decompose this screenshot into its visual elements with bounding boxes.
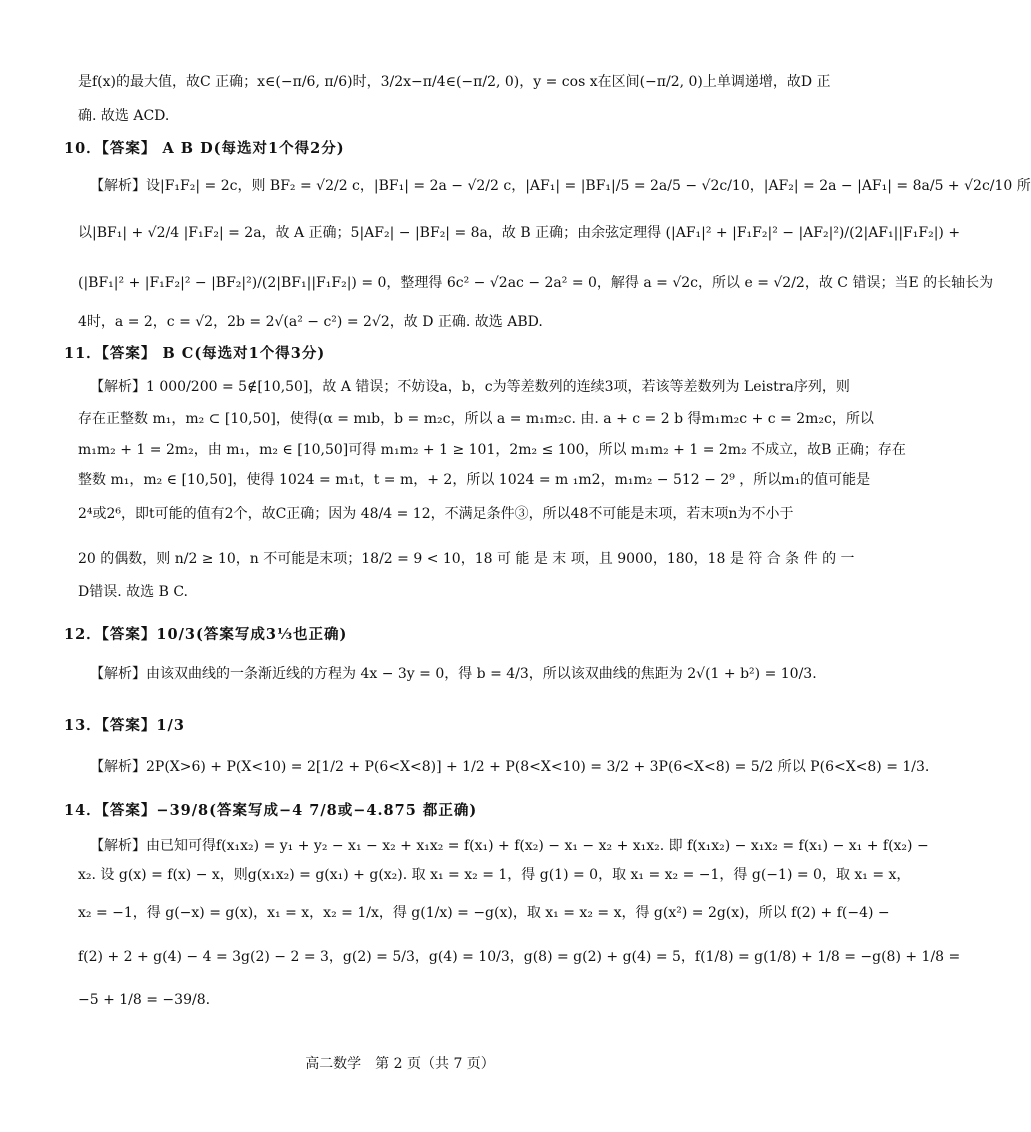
question-11-answer: 11．【答案】 B C(每选对1个得3分) [64,345,326,362]
text-line: 【解析】1 000/200 = 5∉[10,50]，故 A 错误；不妨设a，b，c为等差数列的连续3项，若该等差数列为 Leistra序列，则 [90,379,850,395]
text-line: 存在正整数 m₁，m₂ ⊂ [10,50]，使得(α = mıb，b = m₂c，所以 a = m₁m₂c. 由. a + c = 2 b 得m₁m₂c + c = 2m₂c，所以 [78,411,874,427]
text-line: 确. 故选 ACD. [78,108,170,124]
text-line: 【解析】设|F₁F₂| = 2c，则 BF₂ = √2/2 c，|BF₁| = 2a − √2/2 c，|AF₁| = |BF₁|/5 = 2a/5 − √2c/10，|AF₂| = 2a − |AF₁| = 8a/5 + √2c/10 所 [90,178,1031,194]
text-line: D错误. 故选 B C. [78,584,188,600]
question-10-answer: 10．【答案】 A B D(每选对1个得2分) [64,140,345,157]
text-line: 整数 m₁，m₂ ∈ [10,50]，使得 1024 = m₁t，t = m，+ 2，所以 1024 = m ₁m2，m₁m₂ − 512 − 2⁹ ，所以m₁的值可能是 [78,472,871,488]
text-line: 是f(x)的最大值，故C 正确；x∈(−π/6, π/6)时，3/2x−π/4∈(−π/2, 0)，y = cos x在区间(−π/2, 0)上单调递增，故D 正 [78,74,831,90]
text-line: 2⁴或2⁶，即t可能的值有2个，故C正确；因为 48/4 = 12，不满足条件③，所以48不可能是末项，若末项n为不小于 [78,506,794,522]
text-line: 【解析】由已知可得f(x₁x₂) = y₁ + y₂ − x₁ − x₂ + x₁x₂ = f(x₁) + f(x₂) − x₁ − x₂ + x₁x₂. 即 f(x₁x₂) − x₁x₂ = f(x₁) − x₁ + f(x₂) − [90,838,929,854]
text-line: 【解析】由该双曲线的一条渐近线的方程为 4x − 3y = 0，得 b = 4/3，所以该双曲线的焦距为 2√(1 + b²) = 10/3. [90,666,817,682]
text-line: m₁m₂ + 1 = 2m₂，由 m₁，m₂ ∈ [10,50]可得 m₁m₂ + 1 ≥ 101，2m₂ ≤ 100，所以 m₁m₂ + 1 = 2m₂ 不成立，故B 正确；存在 [78,442,906,458]
text-line: −5 + 1/8 = −39/8. [78,992,211,1008]
text-line: 4时，a = 2，c = √2，2b = 2√(a² − c²) = 2√2，故 D 正确. 故选 ABD. [78,314,543,330]
question-13-answer: 13．【答案】1/3 [64,717,185,734]
text-line: x₂ = −1，得 g(−x) = g(x)，x₁ = x，x₂ = 1/x，得 g(1/x) = −g(x)，取 x₁ = x₂ = x，得 g(x²) = 2g(x)，所以 f(2) + f(−4) − [78,905,890,921]
question-14-answer: 14．【答案】−39/8(答案写成−4 7/8或−4.875 都正确) [64,802,478,819]
question-12-answer: 12．【答案】10/3(答案写成3⅓也正确) [64,626,348,643]
text-line: x₂. 设 g(x) = f(x) − x，则g(x₁x₂) = g(x₁) + g(x₂). 取 x₁ = x₂ = 1，得 g(1) = 0，取 x₁ = x₂ = −1，得 g(−1) = 0，取 x₁ = x， [78,867,911,883]
text-line: 20 的偶数，则 n/2 ≥ 10，n 不可能是末项；18/2 = 9 < 10，18 可 能 是 末 项，且 9000，180，18 是 符 合 条 件 的 一 [78,551,855,567]
text-line: f(2) + 2 + g(4) − 4 = 3g(2) − 2 = 3，g(2) = 5/3，g(4) = 10/3，g(8) = g(2) + g(4) = 5，f(1/8) = g(1/8) + 1/8 = −g(8) + 1/8 = [78,949,961,965]
text-line: 以|BF₁| + √2/4 |F₁F₂| = 2a，故 A 正确；5|AF₂| − |BF₂| = 8a，故 B 正确；由余弦定理得 (|AF₁|² + |F₁F₂|² − |AF₂|²)/(2|AF₁||F₁F₂|) + [78,225,961,241]
page-footer: 高二数学 第 2 页（共 7 页） [305,1056,495,1072]
text-line: 【解析】2P(X>6) + P(X<10) = 2[1/2 + P(6<X<8)] + 1/2 + P(8<X<10) = 3/2 + 3P(6<X<8) = 5/2 所以 P(6<X<8) = 1/3. [90,759,930,775]
text-line: (|BF₁|² + |F₁F₂|² − |BF₂|²)/(2|BF₁||F₁F₂|) = 0，整理得 6c² − √2ac − 2a² = 0，解得 a = √2c，所以 e = √2/2，故 C 错误；当E 的长轴长为 [78,275,994,291]
